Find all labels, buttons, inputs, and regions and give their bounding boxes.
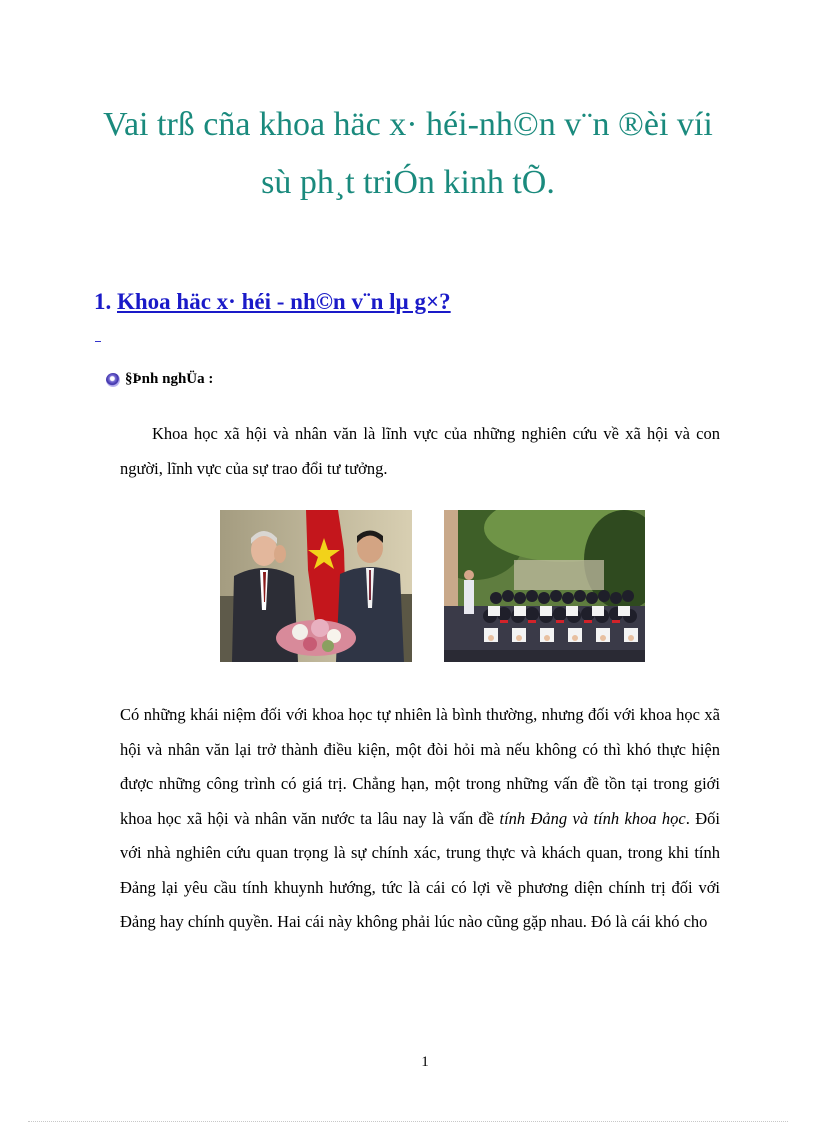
page-number: 1 <box>421 1054 429 1070</box>
empty-link-marker <box>95 341 101 342</box>
section-heading-link[interactable]: Khoa häc x· héi - nh©n v¨n lµ g×? <box>117 289 451 314</box>
meeting-photo <box>220 510 412 662</box>
definition-paragraph: Khoa học xã hội và nhân văn là lĩnh vực của những nghiên cứu về xã hội và con người, lĩnh vực của sự trao đổi tư tưởng. <box>120 424 720 478</box>
spiral-bullet-icon <box>106 373 120 387</box>
document-title-line-1: Vai trß cña khoa häc x· héi-nh©n v¨n ®èi víi <box>103 106 713 143</box>
main-paragraph-part-2: . Đối với nhà nghiên cứu quan trọng là sự chính xác, trung thực và khách quan, trong khi tính Đảng lại yêu cầu tính khuynh hướng, tức là cái có lợi về phương diện chính trị đối với Đảng hay chính quyền. Hai cái này không phải lúc nào cũng gặp nhau. Đó là cái khó cho <box>120 808 720 931</box>
page-bottom-border <box>28 1121 788 1122</box>
document-title-line-2: sù ph¸t triÓn kinh tÕ. <box>261 164 555 201</box>
section-number: 1. <box>94 289 112 314</box>
main-paragraph-italic-phrase: tính Đảng và tính khoa học <box>499 808 686 828</box>
main-paragraph <box>120 698 720 940</box>
schoolchildren-photo <box>444 510 645 662</box>
definition-label: §Þnh nghÜa : <box>125 371 214 387</box>
main-paragraph-part-1: Có những khái niệm đối với khoa học tự nhiên là bình thường, nhưng đối với khoa học xã hội và nhân văn lại trở thành điều kiện, một đòi hỏi mà nếu không có thì khó thực hiện được những công trình có giá trị. Chẳng hạn, một trong những vấn đề tồn tại trong giới khoa học xã hội và nhân văn nước ta lâu nay là vấn đề <box>120 705 720 828</box>
section-heading <box>94 289 451 315</box>
definition-label-row <box>106 371 213 388</box>
